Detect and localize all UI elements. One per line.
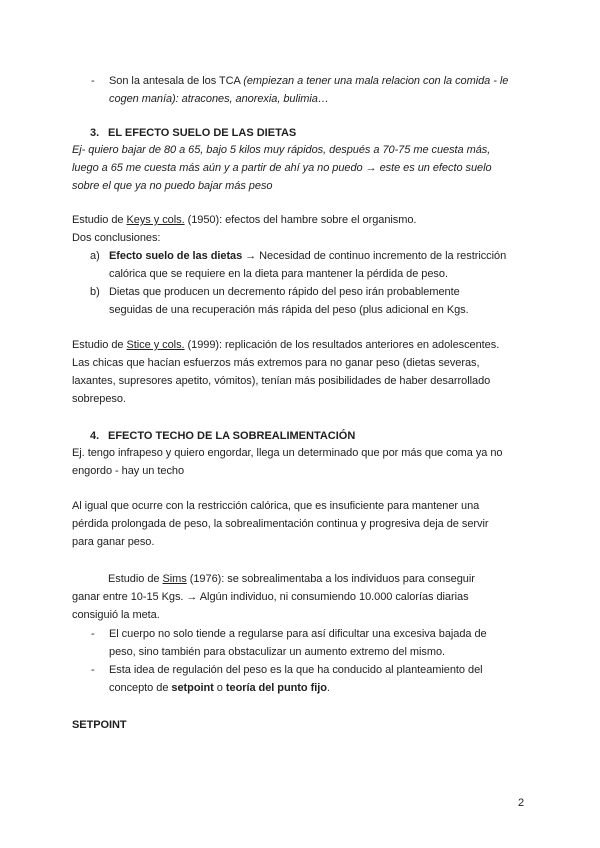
section-3-example-line-3: sobre el que ya no puedo bajar más peso bbox=[72, 180, 273, 192]
item-b-marker: b) bbox=[90, 286, 100, 298]
bullet-marker: - bbox=[91, 75, 95, 87]
stice-line-3: sobrepeso. bbox=[72, 393, 126, 405]
section-3-example-line-2: luego a 65 me cuesta más aún y a partir de ahí ya no puedo → este es un efecto suelo bbox=[72, 162, 492, 174]
sims-line-2: consiguió la meta. bbox=[72, 609, 160, 621]
sims-study-line: Estudio de Sims (1976): se sobrealimentaba a los individuos para conseguir bbox=[108, 573, 475, 585]
section-3-heading: 3. EL EFECTO SUELO DE LAS DIETAS bbox=[90, 127, 297, 139]
stice-line-2: laxantes, supresores apetito, vómitos), tenían más posibilidades de haber desarrollado bbox=[72, 375, 491, 387]
sims-author: Sims bbox=[162, 573, 187, 585]
section-4-example-line-2: engordo - hay un techo bbox=[72, 465, 185, 477]
section-4-heading: 4. EFECTO TECHO DE LA SOBREALIMENTACIÓN bbox=[90, 430, 356, 442]
bullet-marker: - bbox=[91, 628, 95, 640]
sims-bullet-1-line-1: El cuerpo no solo tiende a regularse para así dificultar una excesiva bajada de bbox=[109, 628, 487, 640]
section-3-example-line-1: Ej- quiero bajar de 80 a 65, bajo 5 kilos muy rápidos, después a 70-75 me cuesta más, bbox=[72, 144, 491, 156]
keys-study-line: Estudio de Keys y cols. (1950): efectos del hambre sobre el organismo. bbox=[72, 214, 417, 226]
item-a-line-1: Efecto suelo de las dietas → Necesidad de continuo incremento de la restricción bbox=[109, 250, 507, 262]
section-4-para-line-2: pérdida prolongada de peso, la sobrealimentación continua y progresiva deja de servir bbox=[72, 518, 489, 530]
item-b-line-1: Dietas que producen un decremento rápido del peso irán probablemente bbox=[109, 286, 460, 298]
sims-bullet-2-line-2: concepto de setpoint o teoría del punto fijo. bbox=[109, 682, 330, 694]
keys-author: Keys y cols. bbox=[126, 214, 185, 226]
conclusions-intro: Dos conclusiones: bbox=[72, 232, 161, 244]
item-a-marker: a) bbox=[90, 250, 100, 262]
section-4-para-line-1: Al igual que ocurre con la restricción calórica, que es insuficiente para mantener una bbox=[72, 500, 480, 512]
sims-bullet-2-line-1: Esta idea de regulación del peso es la que ha conducido al planteamiento del bbox=[109, 664, 483, 676]
stice-line-1: Las chicas que hacían esfuerzos más extremos para no ganar peso (dietas severas, bbox=[72, 357, 480, 369]
page-number: 2 bbox=[518, 797, 525, 809]
sims-line-1: ganar entre 10-15 Kgs. → Algún individuo, ni consumiendo 10.000 calorías diarias bbox=[72, 591, 469, 603]
sims-bullet-1-line-2: peso, sino también para obstaculizar un aumento extremo del mismo. bbox=[109, 646, 446, 658]
bullet-top-line-2: cogen manía): atracones, anorexia, bulimia… bbox=[109, 93, 329, 105]
bullet-marker: - bbox=[91, 664, 95, 676]
item-a-line-2: calórica que se requiere en la dieta para mantener la pérdida de peso. bbox=[109, 268, 448, 280]
stice-author: Stice y cols. bbox=[126, 339, 185, 351]
item-b-line-2: seguidas de una recuperación más rápida del peso (plus adicional en Kgs. bbox=[109, 304, 469, 316]
setpoint-heading: SETPOINT bbox=[72, 719, 127, 731]
section-4-example-line-1: Ej. tengo infrapeso y quiero engordar, llega un determinado que por más que coma ya no bbox=[72, 447, 503, 459]
bullet-top-line-1: Son la antesala de los TCA (empiezan a tener una mala relacion con la comida - le bbox=[109, 75, 509, 87]
stice-study-line: Estudio de Stice y cols. (1999): replicación de los resultados anteriores en adolescentes. bbox=[72, 339, 500, 351]
section-4-para-line-3: para ganar peso. bbox=[72, 536, 155, 548]
